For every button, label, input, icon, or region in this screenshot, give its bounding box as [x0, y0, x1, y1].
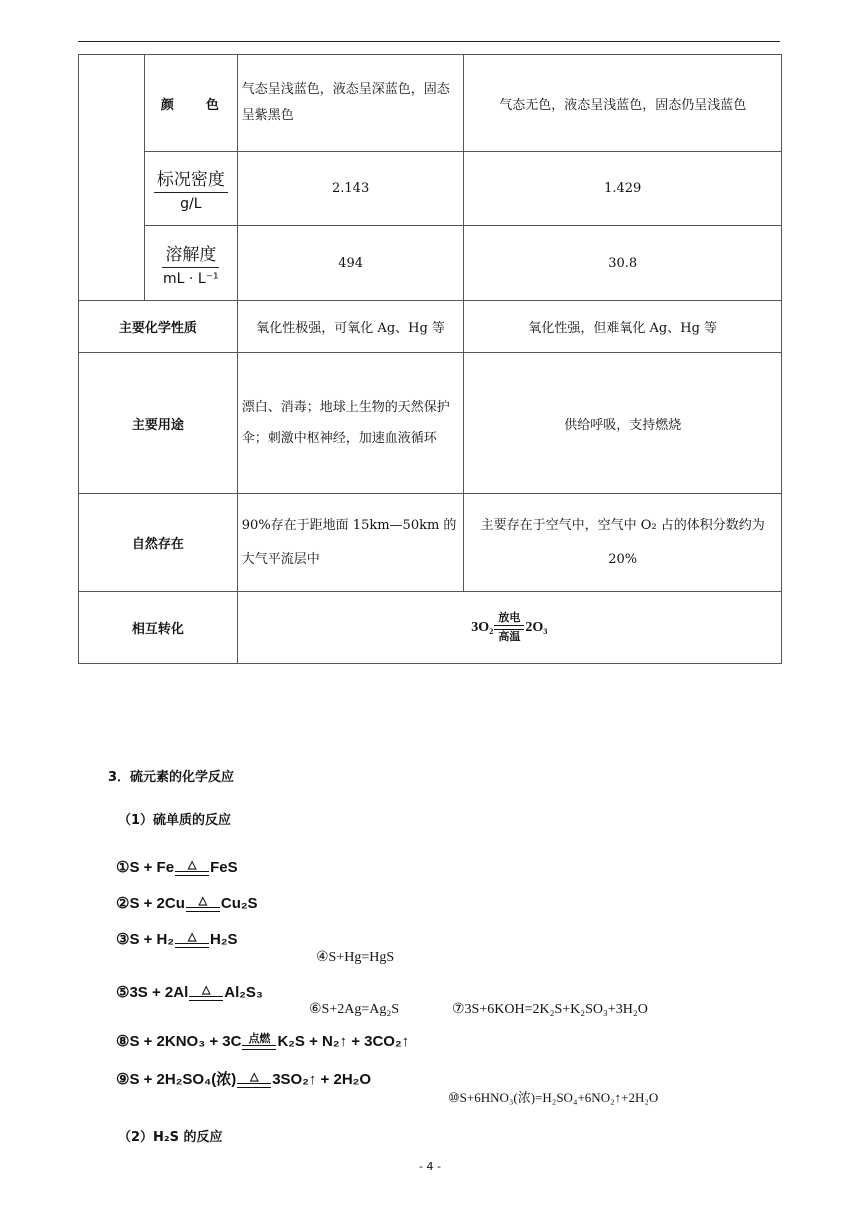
convert-label: 相互转化 [79, 592, 238, 664]
r5-cond: △ [202, 984, 211, 997]
r3-cond: △ [187, 931, 197, 944]
solubility-o2: 30.8 [464, 226, 782, 301]
nature-label: 自然存在 [79, 494, 238, 592]
reaction-3 [116, 930, 238, 948]
use-o2: 供给呼吸，支持燃烧 [464, 353, 782, 494]
reaction-6: ⑥S+2Ag=Ag₂S [309, 1002, 400, 1017]
section-3-heading: 3．硫元素的化学反应 [108, 770, 235, 785]
chem-o3: 氧化性极强，可氧化 Ag、Hg 等 [237, 301, 464, 353]
physical-props-cell [79, 55, 145, 301]
reaction-1 [116, 858, 238, 876]
page-number: - 4 - [419, 1160, 441, 1173]
reaction-2 [116, 894, 258, 912]
r1-right: FeS [210, 859, 238, 876]
r2-right: Cu₂S [220, 895, 258, 912]
r3-sign [175, 943, 209, 948]
reaction-10: ⑩S+6HNO₃(浓)=H₂SO₄+6NO₂↑+2H₂O [448, 1090, 659, 1105]
solubility-label-num: 溶解度 [162, 240, 219, 268]
density-o3: 2.143 [237, 152, 464, 226]
solubility-o3: 494 [237, 226, 464, 301]
chem-o2: 氧化性强，但难氧化 Ag、Hg 等 [464, 301, 782, 353]
r8-right: K₂S + N₂↑ + 3CO₂↑ [277, 1033, 410, 1050]
nature-o2: 主要存在于空气中，空气中 O₂ 占的体积分数约为 20% [464, 494, 782, 592]
r9-cond: △ [249, 1071, 259, 1084]
r8-left: ⑧S + 2KNO₃ + 3C [116, 1033, 242, 1050]
r9-right: 3SO₂↑ + 2H₂O [272, 1071, 371, 1088]
r8-cond: 点燃 [248, 1033, 271, 1046]
convert-top: 放电 [498, 611, 521, 624]
r2-left: ②S + 2Cu [116, 895, 185, 912]
density-label [144, 152, 237, 226]
r9-left: ⑨S + 2H₂SO₄(浓) [116, 1071, 237, 1088]
header-rule [78, 41, 780, 42]
r1-cond: △ [187, 859, 197, 872]
reaction-7: ⑦3S+6KOH=2K₂S+K₂SO₃+3H₂O [452, 1002, 648, 1017]
convert-equation [237, 592, 781, 664]
reaction-5 [116, 983, 263, 1001]
reaction-4: ④S+Hg=HgS [316, 950, 395, 965]
r5-left: ⑤3S + 2Al [116, 984, 189, 1001]
r2-cond: △ [198, 895, 208, 908]
color-label: 颜 色 [144, 55, 237, 152]
density-label-den: g/L [180, 196, 202, 212]
subsection-2-heading: （2）H₂S 的反应 [118, 1130, 223, 1145]
color-o3: 气态呈浅蓝色，液态呈深蓝色，固态呈紫黑色 [237, 55, 464, 152]
r2-sign [186, 907, 220, 912]
r5-sign [189, 996, 223, 1001]
subsection-1-heading: （1）硫单质的反应 [118, 813, 232, 828]
solubility-label-den: mL · L⁻¹ [163, 270, 219, 287]
use-o3: 漂白、消毒；地球上生物的天然保护伞；刺激中枢神经，加速血液循环 [237, 353, 464, 494]
ozone-oxygen-table [78, 54, 782, 664]
color-o2: 气态无色，液态呈浅蓝色，固态仍呈浅蓝色 [464, 55, 782, 152]
r5-right: Al₂S₃ [224, 984, 263, 1001]
convert-right: 2O₃ [525, 619, 548, 635]
r1-sign [175, 871, 209, 876]
r3-right: H₂S [210, 931, 238, 948]
reaction-9 [116, 1068, 371, 1089]
density-o2: 1.429 [464, 152, 782, 226]
solubility-label [144, 226, 237, 301]
convert-bottom: 高温 [498, 630, 521, 643]
use-label: 主要用途 [79, 353, 238, 494]
convert-left: 3O₂ [471, 619, 494, 635]
nature-o3: 90%存在于距地面 15km—50km 的大气平流层中 [237, 494, 464, 592]
r3-left: ③S + H₂ [116, 931, 175, 948]
r8-sign [242, 1045, 276, 1050]
r1-left: ①S + Fe [116, 859, 175, 876]
chem-label: 主要化学性质 [79, 301, 238, 353]
density-label-num: 标况密度 [154, 165, 228, 193]
reaction-8 [116, 1032, 409, 1050]
r9-sign [237, 1083, 271, 1088]
